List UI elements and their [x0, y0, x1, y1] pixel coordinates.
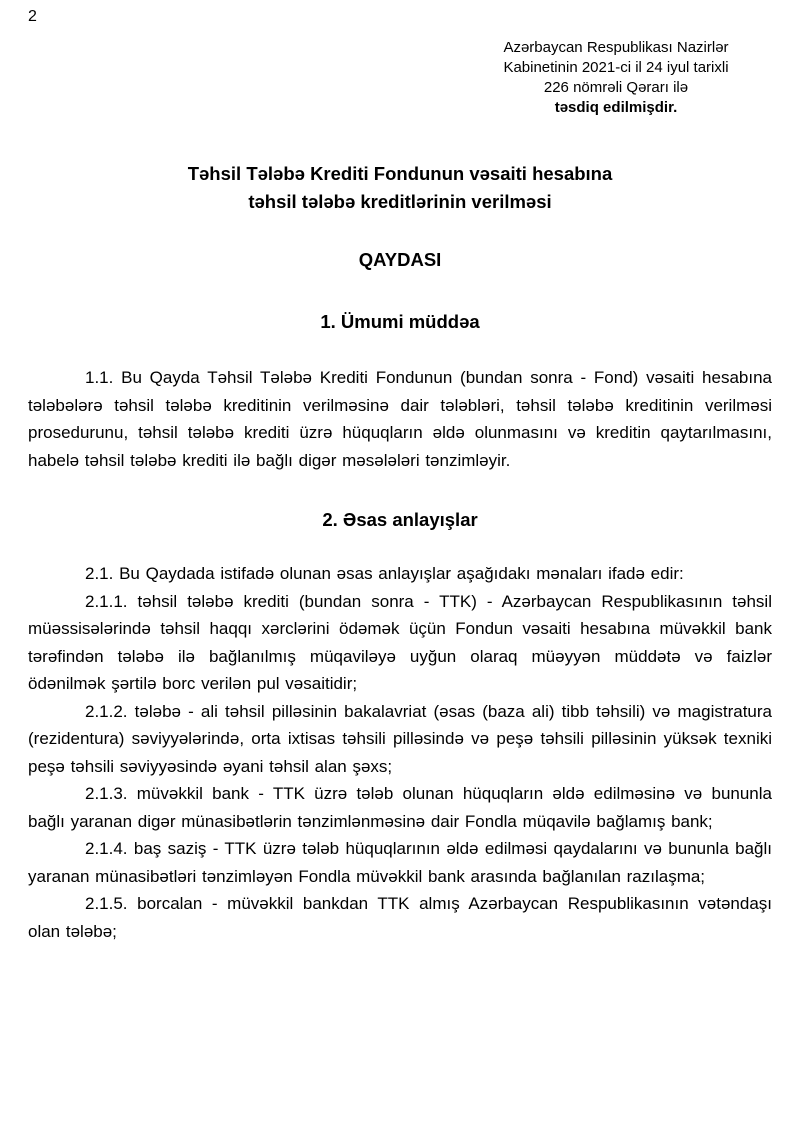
document-body: [28, 308, 772, 945]
section-1-heading: 1. Ümumi müddəa: [320, 311, 480, 332]
paragraph-2-1-2: 2.1.2. tələbə - ali təhsil pilləsinin bakalavriat (əsas (baza ali) tibb təhsili) və magistratura (rezidentura) səviyyələrində, orta ixtisas təhsili pilləsində və peşə təhsili pilləsinin yüksək texniki peşə təhsili səviyyəsində əyani təhsil alan şəxs;: [28, 701, 772, 776]
section-2: [28, 506, 772, 945]
paragraph-2-1-1: 2.1.1. təhsil tələbə krediti (bundan sonra - TTK) - Azərbaycan Respublikasının təhsil müəssisələrində təhsil haqqı xərclərini ödəmək üçün Fondun vəsaiti hesabına müvəkkil bank tərəfindən tələbə ilə bağlanılmış müqaviləyə uyğun olaraq müəyyən müddətə və faizlər ödənilmək şərtilə borc verilən pul vəsaitidir;: [28, 591, 772, 693]
paragraph-2-1-3: 2.1.3. müvəkkil bank - TTK üzrə tələb olunan hüquqların əldə edilməsinə və bununla bağlı yaranan digər münasibətlərin tənzimlənməsinə dair Fondla müqavilə bağlamış bank;: [28, 784, 772, 831]
approval-line-1: Azərbaycan Respublikası Nazirlər: [503, 39, 729, 56]
page-number: 2: [28, 8, 37, 25]
paragraph-2-1: 2.1. Bu Qaydada istifadə olunan əsas anlayışlar aşağıdakı mənaları ifadə edir:: [85, 564, 684, 583]
paragraph-1-1: 1.1. Bu Qayda Təhsil Tələbə Krediti Fondunun (bundan sonra - Fond) vəsaiti hesabına tələbələrə təhsil tələbə kreditinin verilməsinə dair tələbləri, təhsil tələbə kreditinin verilməsi prosedurunu, təhsil tələbə krediti üzrə hüquqların əldə olunmasını və kreditin qaytarılmasını, habelə təhsil tələbə krediti ilə bağlı digər məsələləri tənzimləyir.: [28, 368, 772, 470]
approval-line-3: 226 nömrəli Qərarı ilə: [543, 79, 689, 96]
section-1: [28, 308, 772, 474]
approval-line-2: Kabinetinin 2021-ci il 24 iyul tarixli: [503, 59, 729, 76]
document-type-heading: QAYDASI: [358, 249, 442, 270]
paragraph-2-1-5: 2.1.5. borcalan - müvəkkil bankdan TTK almış Azərbaycan Respublikasının vətəndaşı olan tələbə;: [28, 894, 772, 941]
approval-block: [460, 38, 772, 118]
paragraph-2-1-4: 2.1.4. baş saziş - TTK üzrə tələb hüquqlarının əldə edilməsi qaydalarını və bununla bağlı yaranan münasibətləri tənzimləyən Fondla müvəkkil bank arasında bağlanılan razılaşma;: [28, 839, 772, 886]
approval-confirmation-line: təsdiq edilmişdir.: [554, 99, 678, 116]
section-2-heading: 2. Əsas anlayışlar: [322, 509, 478, 530]
document-title-line-1: Təhsil Tələbə Krediti Fondunun vəsaiti hesabına: [187, 163, 613, 184]
document-title: [28, 160, 772, 216]
document-title-line-2: təhsil tələbə kreditlərinin verilməsi: [248, 191, 552, 212]
